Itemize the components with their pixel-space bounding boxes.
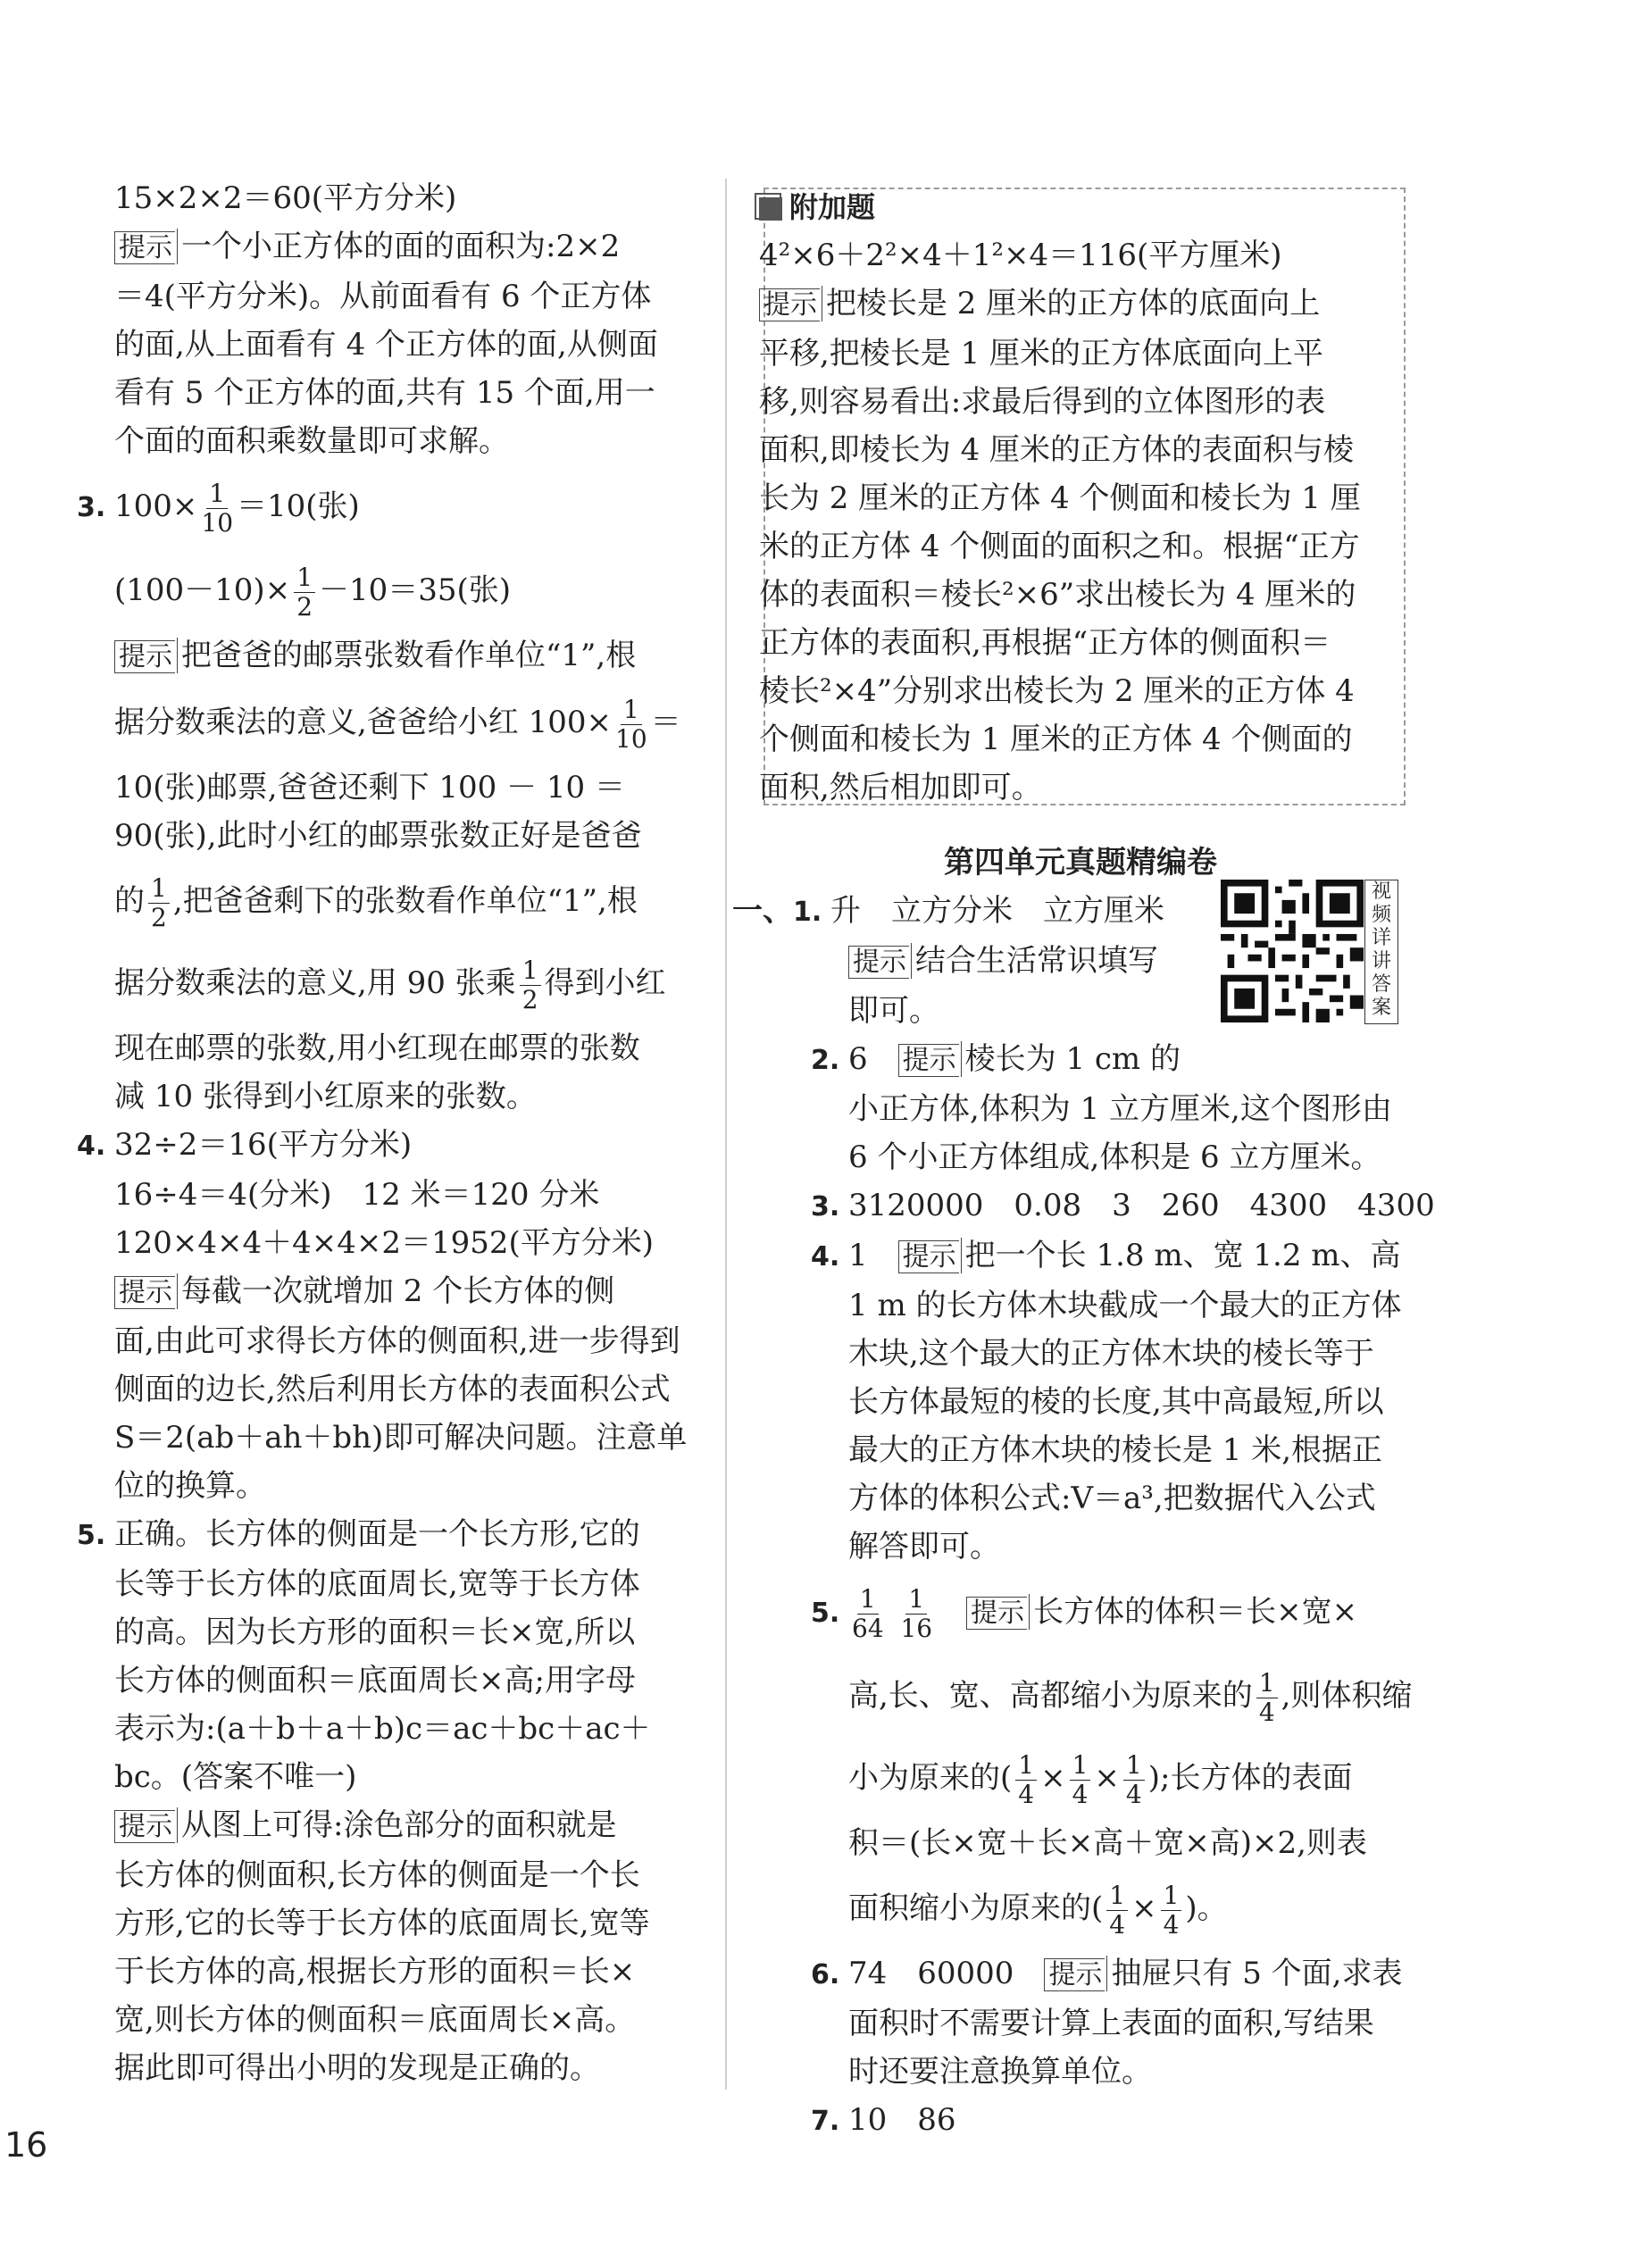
question-1: 一、1. 升 立方分米 立方厘米 <box>732 887 1402 937</box>
answer-line: 15×2×2＝60(平方分米) <box>114 180 457 216</box>
hint-text: 位的换算。 <box>114 1468 266 1504</box>
question-number: 4. <box>77 1131 106 1162</box>
hint-text: 积＝(长×宽＋长×高＋宽×高)×2,则表 <box>848 1825 1367 1861</box>
fraction: $\frac{1}{16}$ <box>900 1583 933 1643</box>
question-number: 2. <box>811 1045 840 1076</box>
question-2: 2. 6 提示 棱长为 1 cm 的 <box>759 1035 1402 1085</box>
hint-text: 据分数乘法的意义,用 90 张乘 $\frac{1}{2}$ 得到小红 <box>114 955 666 1014</box>
bonus-title: 附加题 <box>759 183 1402 231</box>
hint-text: 解答即可。 <box>848 1529 1000 1565</box>
answer-line: 120×4×4＋4×4×2＝1952(平方分米) <box>114 1225 655 1261</box>
hint-text: 个侧面和棱长为 1 厘米的正方体 4 个侧面的 <box>759 722 1353 757</box>
hint-label: 提示 <box>114 640 175 673</box>
hint-text: 1 m 的长方体木块截成一个最大的正方体 <box>848 1288 1402 1323</box>
fraction: $\frac{1}{64}$ <box>852 1583 884 1643</box>
hint-text: 正方体的表面积,再根据“正方体的侧面积＝ <box>759 625 1331 661</box>
question-number: 6. <box>811 1959 840 1990</box>
answer-line: 表示为:(a＋b＋a＋b)c＝ac＋bc＋ac＋ <box>114 1711 651 1747</box>
hint-label: 提示 <box>114 231 175 264</box>
hint-text: 长为 2 厘米的正方体 4 个侧面和棱长为 1 厘 <box>759 480 1361 516</box>
hint-text: 方体的体积公式:V＝a³,把数据代入公式 <box>848 1481 1376 1516</box>
qr-label: 视频详讲答案 <box>1364 880 1398 1024</box>
hint-text: 米的正方体 4 个侧面的面积之和。根据“正方 <box>759 529 1360 564</box>
question-number: 5. <box>77 1520 106 1551</box>
hint-label: 提示 <box>898 1240 959 1273</box>
hint-text: 方形,它的长等于长方体的底面周长,宽等 <box>114 1906 650 1941</box>
hint-label: 提示 <box>848 946 909 979</box>
hint-text: 最大的正方体木块的棱长是 1 米,根据正 <box>848 1432 1383 1468</box>
section-number: 一、 <box>732 893 793 929</box>
left-column: 15×2×2＝60(平方分米) 提示 一个小正方体的面的面积为:2×2 ＝4(平方分米)。从前面看有 6 个正方体 的面,从上面看有 4 个正方体的面,从侧面 看有 5 个正方体的面,共有 15 个面,用一 个面的面积乘数量即可求解。 3. 100× $\frac{1}{10}$ ＝10(张) (100－10)× $\frac{1}{2}$ －10＝35(张) 提示 把爸爸的邮票张数看作单位“1”,根 据分数乘法的意义,爸爸给小红 100× $\frac{1}{10}$ ＝ 10(张)邮票,爸爸还剩下 100 － 10 ＝ 90(张),此时小红的邮票张数正好是爸爸 的 $\frac{1}{2}$ ,把爸爸剩下的张数看作单位“1”,根 据分数乘法的意义,用 90 张乘 $\frac{1}{2}$ 得到小红 现在邮票的张数,用小红现在邮票的张数 减 10 张得到小红原来的张数。 4. 32÷2＝16(平方分米) 16÷4＝4(分米) 12 米＝120 分米 120×4×4＋4×4×2＝1952(平方分米) 提示 每截一次就增加 2 个长方体的侧 面,由此可求得长方体的侧面积,进一步得到 侧面的边长,然后利用长方体的表面积公式 S＝2(ab＋ah＋bh)即可解决问题。注意单 位的换算。 5. 正确。长方体的侧面是一个长方形,它的 长等于长方体的底面周长,宽等于长方体 的高。因为长方形的面积＝长×宽,所以 长方体的侧面积＝底面周长×高;用字母 表示为:(a＋b＋a＋b)c＝ac＋bc＋ac＋ bc。(答案不唯一) 提示 从图上可得:涂色部分的面积就是 长方体的侧面积,长方体的侧面是一个长 方形,它的长等于长方体的底面周长,宽等 于长方体的高,根据长方形的面积＝长× 宽,则长方体的侧面积＝底面周长×高。 据此即可得出小明的发现是正确的。 <box>114 174 704 2092</box>
hint-text: 移,则容易看出:求最后得到的立体图形的表 <box>759 384 1326 420</box>
hint-text: 据分数乘法的意义,爸爸给小红 100× $\frac{1}{10}$ ＝ <box>114 694 681 754</box>
column-divider <box>725 179 727 2090</box>
hint-text: 体的表面积＝棱长²×6”求出棱长为 4 厘米的 <box>759 577 1356 613</box>
question-number: 5. <box>811 1598 840 1629</box>
hint-text: 面积,然后相加即可。 <box>759 770 1042 805</box>
question-number: 3. <box>77 492 106 523</box>
hint-text: 10(张)邮票,爸爸还剩下 100 － 10 ＝ <box>114 770 625 805</box>
hint-text: 高,长、宽、高都缩小为原来的 $\frac{1}{4}$ ,则体积缩 <box>848 1667 1413 1727</box>
answer-line: 长方体的侧面积＝底面周长×高;用字母 <box>114 1663 636 1698</box>
hint-text: 面积,即棱长为 4 厘米的正方体的表面积与棱 <box>759 432 1355 468</box>
answer-line: 的高。因为长方形的面积＝长×宽,所以 <box>114 1615 636 1650</box>
hint-text: 看有 5 个正方体的面,共有 15 个面,用一 <box>114 375 655 411</box>
hint-label: 提示 <box>114 1810 175 1843</box>
fraction: $\frac{1}{2}$ <box>148 874 170 932</box>
hint-text: ＝4(平方分米)。从前面看有 6 个正方体 <box>114 279 652 314</box>
hint-text: 时还要注意换算单位。 <box>848 2054 1152 2090</box>
hint-text: 一个小正方体的面的面积为:2×2 <box>181 229 621 264</box>
hint-text: 于长方体的高,根据长方形的面积＝长× <box>114 1954 636 1990</box>
fraction: $\frac{1}{10}$ <box>615 694 647 754</box>
question-number: 7. <box>811 2106 840 2137</box>
hint-text: 即可。 <box>848 993 939 1029</box>
hint-text: 90(张),此时小红的邮票张数正好是爸爸 <box>114 818 642 854</box>
answer-line: 16÷4＝4(分米) 12 米＝120 分米 <box>114 1177 600 1213</box>
page-number: 16 <box>4 2125 48 2165</box>
section-marker-icon <box>759 197 782 221</box>
hint-text: 侧面的边长,然后利用长方体的表面积公式 <box>114 1372 671 1407</box>
hint-label: 提示 <box>114 1276 175 1309</box>
hint-text: S＝2(ab＋ah＋bh)即可解决问题。注意单 <box>114 1420 688 1456</box>
hint-text: 小正方体,体积为 1 立方厘米,这个图形由 <box>848 1091 1392 1127</box>
fraction: $\frac{1}{2}$ <box>520 956 541 1014</box>
hint-label: 提示 <box>898 1044 959 1077</box>
hint-text: 的面,从上面看有 4 个正方体的面,从侧面 <box>114 327 658 363</box>
answer-line: (100－10)× $\frac{1}{2}$ －10＝35(张) <box>114 562 512 622</box>
hint-text: 宽,则长方体的侧面积＝底面周长×高。 <box>114 2002 636 2038</box>
hint-text: 的 $\frac{1}{2}$ ,把爸爸剩下的张数看作单位“1”,根 <box>114 872 638 932</box>
hint-text: 现在邮票的张数,用小红现在邮票的张数 <box>114 1031 640 1066</box>
question-5: 5. $\frac{1}{64}$ $\frac{1}{16}$ 提示 长方体的体积＝长×宽× <box>759 1571 1402 1655</box>
hint-label: 提示 <box>966 1597 1027 1630</box>
answer-line: bc。(答案不唯一) <box>114 1759 357 1795</box>
fraction: $\frac{1}{4}$ <box>1256 1669 1278 1727</box>
hint-text: 减 10 张得到小红原来的张数。 <box>114 1079 537 1114</box>
question-4: 4. 1 提示 把一个长 1.8 m、宽 1.2 m、高 <box>759 1231 1402 1281</box>
question-7: 7. 10 86 <box>759 2096 1402 2146</box>
hint-text: 长方体的侧面积,长方体的侧面是一个长 <box>114 1857 640 1893</box>
hint-text: 面,由此可求得长方体的侧面积,进一步得到 <box>114 1323 680 1359</box>
fraction: $\frac{1}{10}$ <box>201 478 234 538</box>
hint-text: 长方体最短的棱的长度,其中高最短,所以 <box>848 1384 1384 1420</box>
question-6: 6. 74 60000 提示 抽屉只有 5 个面,求表 <box>759 1949 1402 1999</box>
hint-text: 木块,这个最大的正方体木块的棱长等于 <box>848 1336 1374 1372</box>
question-3: 3. 100× $\frac{1}{10}$ ＝10(张) <box>77 465 704 549</box>
hint-text: 据此即可得出小明的发现是正确的。 <box>114 2050 600 2086</box>
hint-text: 平移,把棱长是 1 厘米的正方体底面向上平 <box>759 336 1324 371</box>
question-number: 3. <box>811 1191 840 1222</box>
question-number: 1. <box>793 897 822 928</box>
question-3: 3. 3120000 0.08 3 260 4300 4300 <box>759 1181 1402 1231</box>
section-title: 第四单元真题精编卷 <box>944 845 1217 880</box>
question-4: 4. 32÷2＝16(平方分米) <box>77 1121 704 1171</box>
hint-text: 小为原来的( $\frac{1}{4}$ × $\frac{1}{4}$ × $\frac{1}{4}$ );长方体的表面 <box>848 1749 1353 1809</box>
question-number: 4. <box>811 1241 840 1273</box>
hint-text: 棱长²×4”分别求出棱长为 2 厘米的正方体 4 <box>759 673 1355 709</box>
answer-line: 4²×6＋2²×4＋1²×4＝116(平方厘米) <box>759 238 1282 273</box>
hint-label: 提示 <box>759 288 820 321</box>
hint-text: 6 个小正方体组成,体积是 6 立方厘米。 <box>848 1139 1381 1175</box>
hint-label: 提示 <box>1044 1958 1105 1991</box>
qr-code-icon[interactable] <box>1221 880 1364 1022</box>
question-5: 5. 正确。长方体的侧面是一个长方形,它的 <box>77 1510 704 1560</box>
answer-line: 长等于长方体的底面周长,宽等于长方体 <box>114 1566 640 1602</box>
right-column: 附加题 4²×6＋2²×4＋1²×4＝116(平方厘米) 提示 把棱长是 2 厘米的正方体的底面向上 平移,把棱长是 1 厘米的正方体底面向上平 移,则容易看出:求最后得到的立体图形的表 面积,即棱长为 4 厘米的正方体的表面积与棱 长为 2 厘米的正方体 4 个侧面和棱长为 1 厘 米的正方体 4 个侧面的面积之和。根据“正方 体的表面积＝棱长²×6”求出棱长为 4 厘米的 正方体的表面积,再根据“正方体的侧面积＝ 棱长²×4”分别求出棱长为 2 厘米的正方体 4 个侧面和棱长为 1 厘米的正方体 4 个侧面的 面积,然后相加即可。 第四单元真题精编卷 一、1. 升 立方分米 立方厘米 提示 结合生活常识填写 即可。 2. 6 提示 棱长为 1 cm 的 小正方体,体积为 1 立方厘米,这个图形由 6 个小正方体组成,体积是 6 立方厘米。 3. 3120000 0.08 3 260 4300 4300 4. 1 提示 把一个长 1.8 m、宽 1.2 m、高 1 m 的长方体木块截成一个最大的正方体 木块,这个最大的正方体木块的棱长等于 长方体最短的棱的长度,其中高最短,所以 最大的正方体木块的棱长是 1 米,根据正 方体的体积公式:V＝a³,把数据代入公式 解答即可。 5. $\frac{1}{64}$ $\frac{1}{16}$ 提示 长方体的体积＝长×宽× 高,长、宽、高都缩小为原来的 $\frac{1}{4}$ ,则体积缩 小为原来的( $\frac{1}{4}$ × $\frac{1}{4}$ × $\frac{1}{4}$ );长方体的表面 积＝(长×宽＋长×高＋宽×高)×2,则表 面积缩小为原来的( $\frac{1}{4}$ × $\frac{1}{4}$ )。 6. 74 60000 提示 抽屉只有 5 个面,求表 面积时不需要计算上表面的面积,写结果 时还要注意换算单位。 7. 10 86 <box>759 183 1402 2146</box>
hint-text: 个面的面积乘数量即可求解。 <box>114 423 509 459</box>
hint-text: 面积时不需要计算上表面的面积,写结果 <box>848 2006 1374 2041</box>
fraction: $\frac{1}{2}$ <box>294 563 315 622</box>
hint-text: 面积缩小为原来的( $\frac{1}{4}$ × $\frac{1}{4}$ )。 <box>848 1880 1228 1940</box>
